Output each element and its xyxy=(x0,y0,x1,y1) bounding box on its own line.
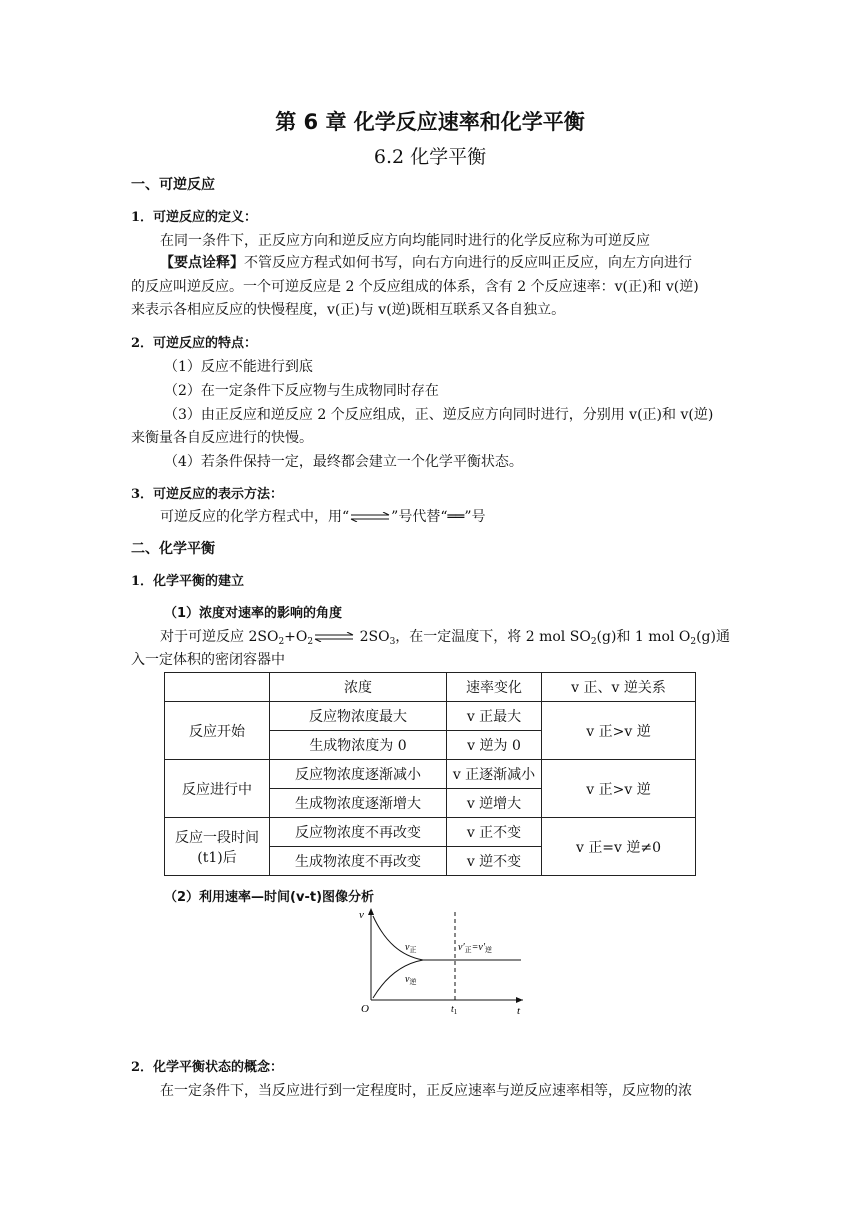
table-cell: 生成物浓度逐渐增大 xyxy=(270,789,447,818)
section-heading-equilibrium: 二、化学平衡 xyxy=(131,541,215,557)
reaction-intro-line1: 对于可逆反应 $2SO_2+O_2$ $2SO_3$，在一定温度下，将 2 mol $SO_2(g)$和 1 mol $O_2(g)$通 xyxy=(160,629,730,647)
origin-label: O xyxy=(361,1003,369,1014)
equilibrium-table xyxy=(164,672,696,876)
table-header-cell: 浓度 xyxy=(270,673,447,702)
feature-item-3: （3）由正反应和逆反应 2 个反应组成，正、逆反应方向同时进行，分别用 v(正)和 v(逆) xyxy=(164,407,714,423)
equilibrium-state-line1: 在一定条件下，当反应进行到一定程度时，正反应速率与逆反应速率相等，反应物的浓 xyxy=(160,1083,692,1099)
v-forward-label: $v_正$ xyxy=(405,942,417,954)
chapter-title: 第 6 章 化学反应速率和化学平衡 xyxy=(275,110,585,134)
table-header-row xyxy=(165,673,696,702)
reversible-arrow-icon xyxy=(349,512,391,522)
y-axis-arrow-icon xyxy=(368,908,374,915)
feature-item-1: （1）反应不能进行到底 xyxy=(164,359,313,375)
stage-cell: 反应开始 xyxy=(165,702,270,760)
velocity-time-diagram xyxy=(357,904,527,1014)
concentration-angle-heading: （1）浓度对速率的影响的角度 xyxy=(164,606,343,621)
section-heading-reversible: 一、可逆反应 xyxy=(131,177,215,193)
table-header-cell xyxy=(165,673,270,702)
key-point-text: 不管反应方程式如何书写，向右方向进行的反应叫正反应，向左方向进行 xyxy=(244,255,692,271)
table-cell: 反应物浓度不再改变 xyxy=(270,818,447,847)
t1-label: $t_1$ xyxy=(451,1004,458,1014)
table-row xyxy=(165,702,696,731)
definition-line2 xyxy=(160,252,732,272)
table-row xyxy=(165,818,696,847)
equilibrium-state-heading: 2．化学平衡状态的概念： xyxy=(131,1060,284,1075)
stage-cell: 反应一段时间(t1)后 xyxy=(165,818,270,876)
table-cell: v 逆为 0 xyxy=(447,731,542,760)
table-cell: v 逆增大 xyxy=(447,789,542,818)
vt-graph-heading: （2）利用速率—时间(v-t)图像分析 xyxy=(164,890,375,905)
section-subtitle: 6.2 化学平衡 xyxy=(373,146,487,168)
establishment-heading: 1．化学平衡的建立 xyxy=(131,574,245,589)
stage-cell: 反应进行中 xyxy=(165,760,270,818)
definition-heading: 1．可逆反应的定义： xyxy=(131,210,258,225)
y-axis-label: v xyxy=(359,909,364,921)
table-cell: v 正最大 xyxy=(447,702,542,731)
feature-item-2: （2）在一定条件下反应物与生成物同时存在 xyxy=(164,383,439,399)
x-axis-arrow-icon xyxy=(516,997,523,1003)
table-cell: 反应物浓度最大 xyxy=(270,702,447,731)
table-header-cell: v 正、v 逆关系 xyxy=(542,673,696,702)
table-cell: v 逆不变 xyxy=(447,847,542,876)
key-point-label: 【要点诠释】 xyxy=(160,255,244,271)
notation-line: 可逆反应的化学方程式中，用“ ”号代替“══”号 xyxy=(160,509,486,525)
features-heading: 2．可逆反应的特点： xyxy=(131,336,258,351)
equilibrium-label: $v'_正=v'_逆$ xyxy=(458,942,493,954)
definition-line1: 在同一条件下，正反应方向和逆反应方向均能同时进行的化学反应称为可逆反应 xyxy=(160,233,650,249)
table-row xyxy=(165,760,696,789)
table-cell: v 正不变 xyxy=(447,818,542,847)
notation-heading: 3．可逆反应的表示方法： xyxy=(131,487,284,502)
relation-cell: v 正>v 逆 xyxy=(542,702,696,760)
table-cell: 生成物浓度为 0 xyxy=(270,731,447,760)
table-cell: 生成物浓度不再改变 xyxy=(270,847,447,876)
v-reverse-label: $v_逆$ xyxy=(405,974,417,986)
feature-item-4: （4）若条件保持一定，最终都会建立一个化学平衡状态。 xyxy=(164,454,523,470)
feature-item-3-cont: 来衡量各自反应进行的快慢。 xyxy=(131,430,313,446)
x-axis-label: t xyxy=(517,1005,521,1014)
relation-cell: v 正=v 逆≠0 xyxy=(542,818,696,876)
reversible-arrow-icon xyxy=(313,632,355,642)
table-cell: 反应物浓度逐渐减小 xyxy=(270,760,447,789)
table-cell: v 正逐渐减小 xyxy=(447,760,542,789)
relation-cell: v 正>v 逆 xyxy=(542,760,696,818)
table-header-cell: 速率变化 xyxy=(447,673,542,702)
definition-line4: 来表示各相应反应的快慢程度，v(正)与 v(逆)既相互联系又各自独立。 xyxy=(131,302,566,318)
definition-line3: 的反应叫逆反应。一个可逆反应是 2 个反应组成的体系，含有 2 个反应速率：v(正)和 v(逆) xyxy=(131,279,699,295)
reaction-intro-line2: 入一定体积的密闭容器中 xyxy=(131,652,285,668)
